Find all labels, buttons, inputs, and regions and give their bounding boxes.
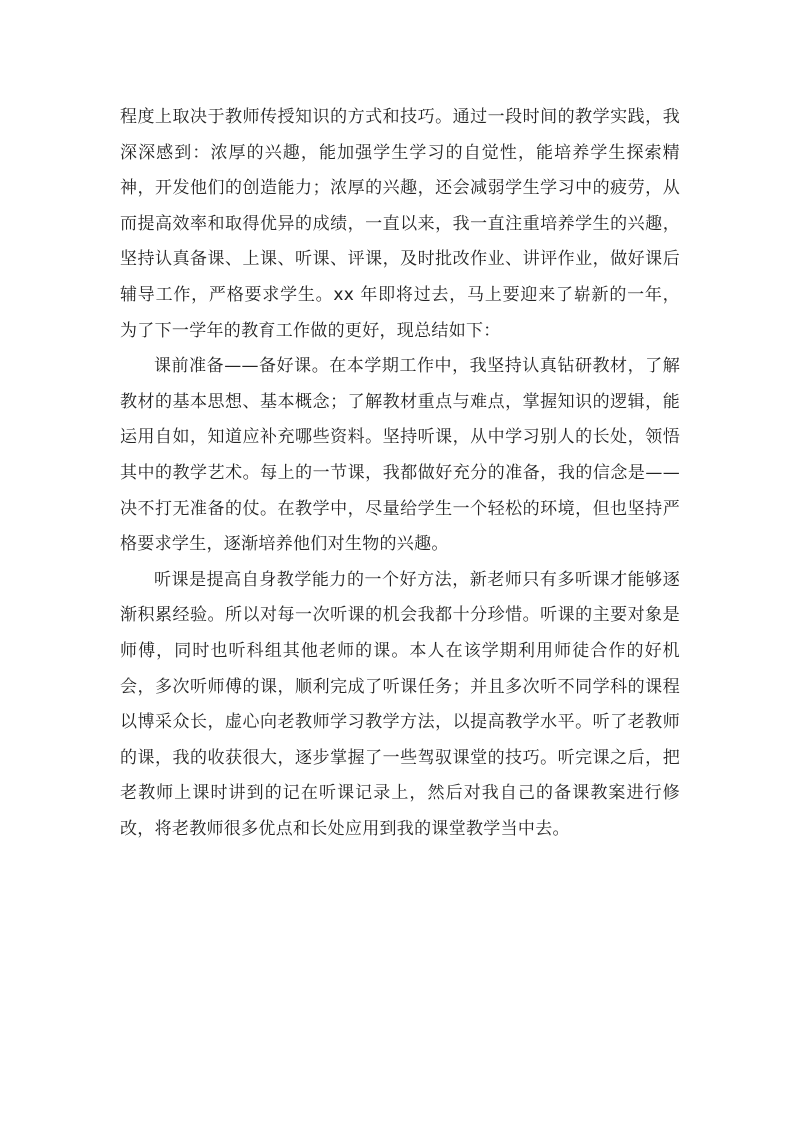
paragraph-1: 程度上取决于教师传授知识的方式和技巧。通过一段时间的教学实践，我深深感到：浓厚的兴趣，能加强学生学习的自觉性，能培养学生探索精神，开发他们的创造能力；浓厚的兴趣，还会减弱学生学习中的疲劳，从而提高效率和取得优异的成绩，一直以来，我一直注重培养学生的兴趣，坚持认真备课、上课、听课、评课，及时批改作业、讲评作业，做好课后辅导工作，严格要求学生。xx 年即将过去，马上要迎来了崭新的一年，为了下一学年的教育工作做的更好，现总结如下： — [120, 107, 680, 341]
document-body — [120, 100, 680, 847]
paragraph-2: 课前准备——备好课。在本学期工作中，我坚持认真钻研教材，了解教材的基本思想、基本概念；了解教材重点与难点，掌握知识的逻辑，能运用自如，知道应补充哪些资料。坚持听课，从中学习别人的长处，领悟其中的教学艺术。每上的一节课，我都做好充分的准备，我的信念是——决不打无准备的仗。在教学中，尽量给学生一个轻松的环境，但也坚持严格要求学生，逐渐培养他们对生物的兴趣。 — [120, 356, 680, 555]
paragraph-3: 听课是提高自身教学能力的一个好方法，新老师只有多听课才能够逐渐积累经验。所以对每一次听课的机会我都十分珍惜。听课的主要对象是师傅，同时也听科组其他老师的课。本人在该学期利用师徒合作的好机会，多次听师傅的课，顺利完成了听课任务；并且多次听不同学科的课程以博采众长，虚心向老教师学习教学方法，以提高教学水平。听了老教师的课，我的收获很大，逐步掌握了一些驾驭课堂的技巧。听完课之后，把老教师上课时讲到的记在听课记录上，然后对我自己的备课教案进行修改，将老教师很多优点和长处应用到我的课堂教学当中去。 — [120, 569, 680, 839]
